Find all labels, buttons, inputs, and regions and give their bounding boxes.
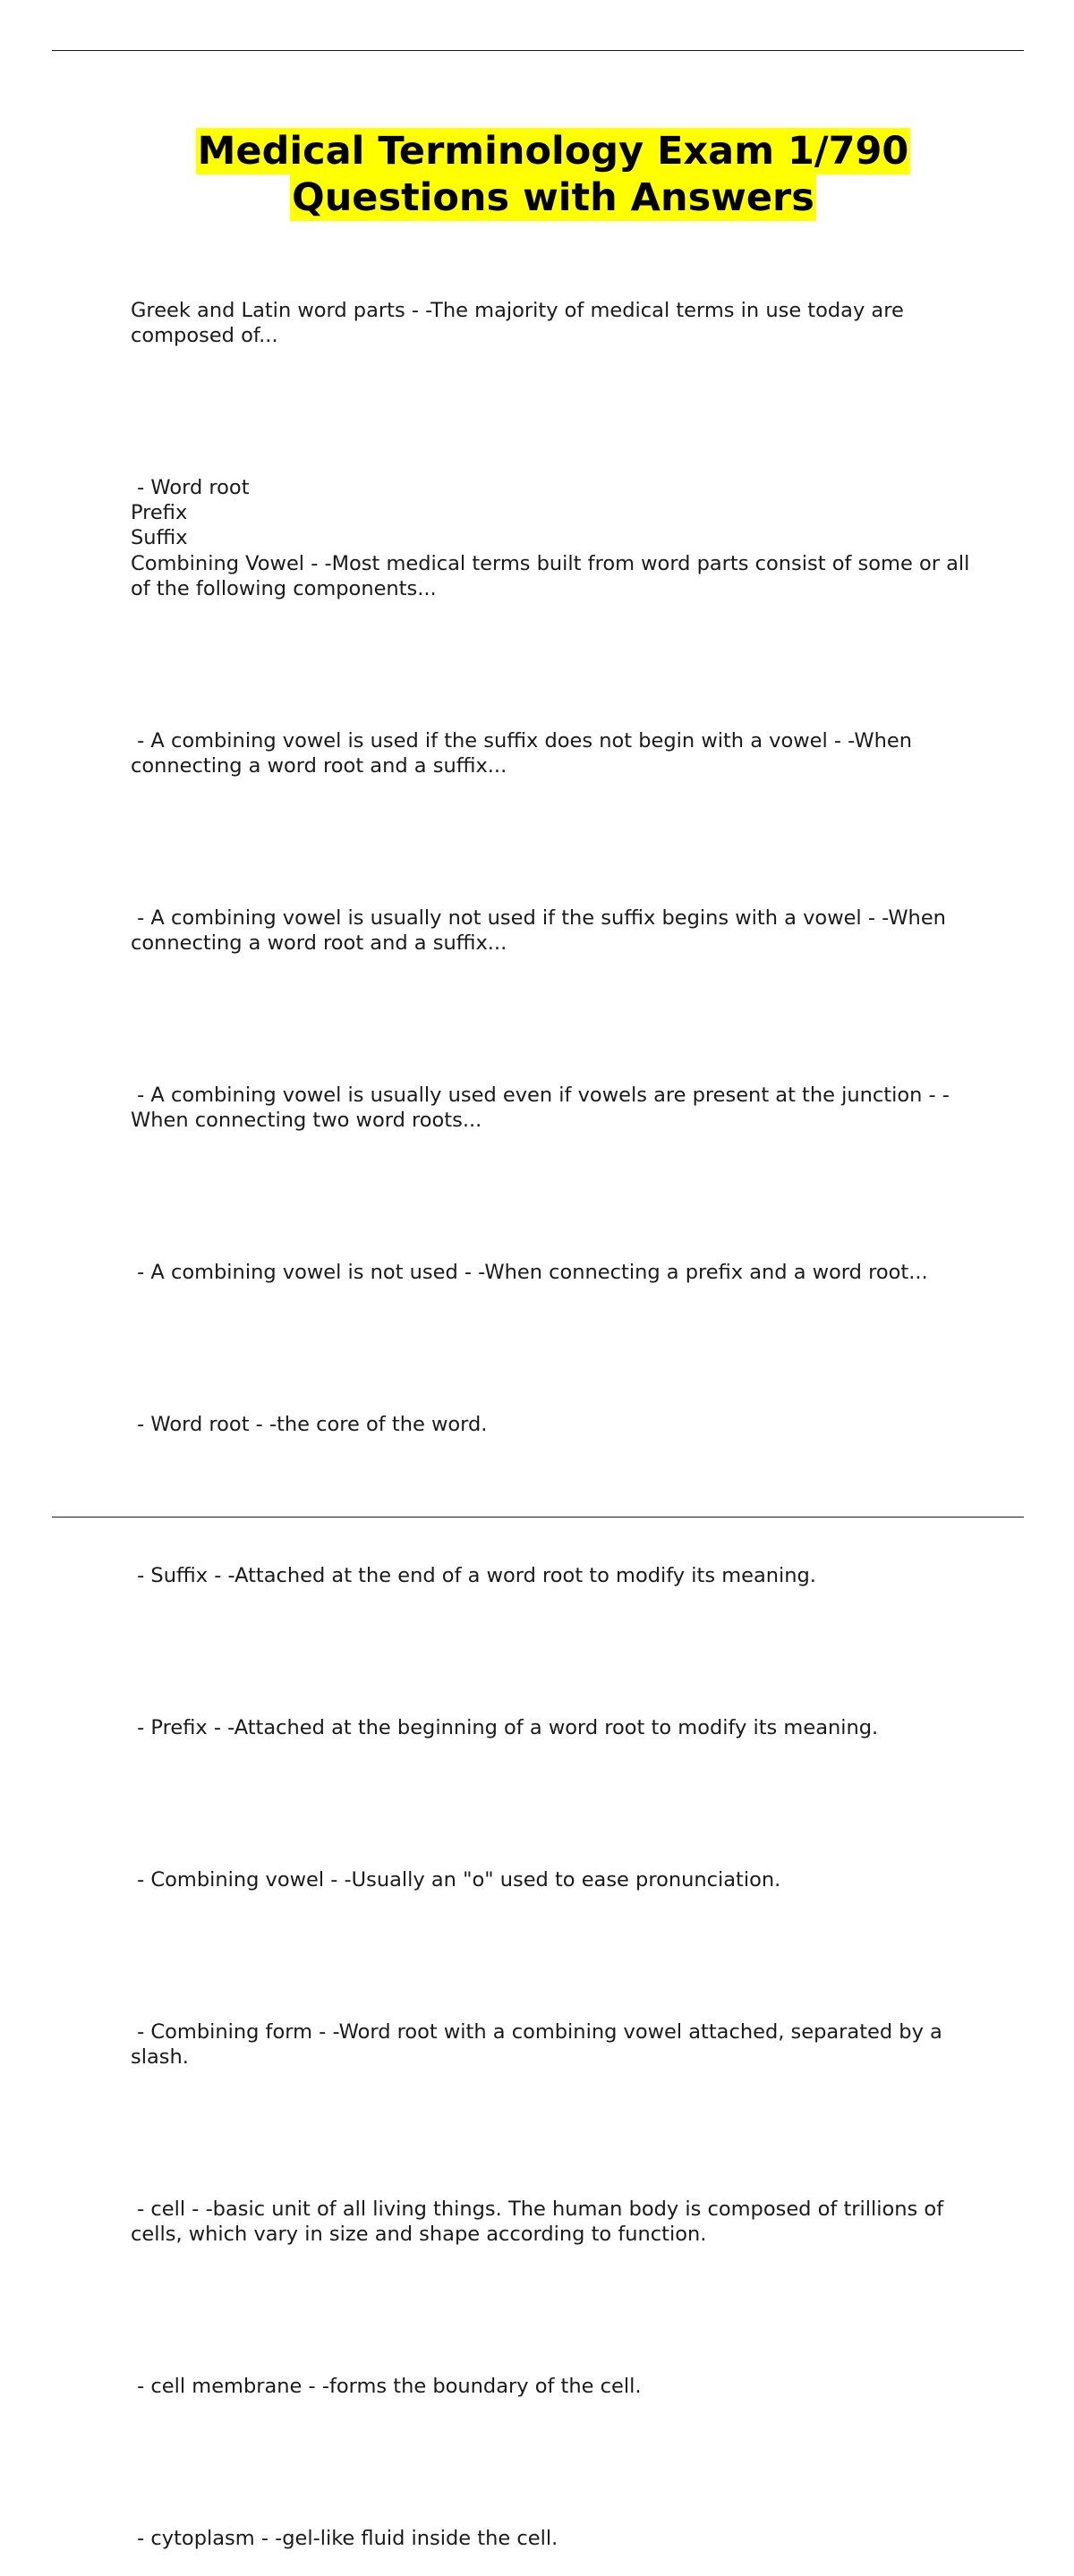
top-divider: [52, 50, 1024, 51]
qa-body: [131, 247, 981, 2576]
qa-paragraph: - A combining vowel is not used - -When connecting a prefix and a word root...: [131, 1260, 928, 1284]
qa-paragraph: - A combining vowel is usually not used if the suffix begins with a vowel - -When connecting a word root and a suffix...: [131, 905, 953, 956]
qa-paragraph: - A combining vowel is used if the suffix does not begin with a vowel - -When connecting a word root and a suffix...: [131, 728, 919, 778]
qa-paragraph: - Combining vowel - -Usually an "o" used to ease pronunciation.: [131, 1868, 781, 1892]
qa-paragraph: - Combining form - -Word root with a combining vowel attached, separated by a slash.: [131, 2019, 949, 2070]
qa-paragraph: - Suffix - -Attached at the end of a word root to modify its meaning.: [131, 1564, 816, 1588]
qa-paragraph: - Word root Prefix Suffix Combining Vowel - -Most medical terms built from word parts consist of some or all of the following components...: [131, 475, 970, 600]
qa-paragraph: - cell - -basic unit of all living things. The human body is composed of trillions of cells, which vary in size and shape according to function.: [131, 2197, 950, 2247]
qa-paragraph: - cytoplasm - -gel-like fluid inside the cell.: [131, 2526, 558, 2550]
qa-paragraph: - Word root - -the core of the word.: [131, 1412, 488, 1436]
qa-paragraph: - cell membrane - -forms the boundary of the cell.: [131, 2374, 642, 2398]
page-title: [0, 128, 1074, 221]
qa-paragraph: - Prefix - -Attached at the beginning of a word root to modify its meaning.: [131, 1716, 879, 1740]
bottom-divider: [52, 1517, 1024, 1518]
qa-paragraph: - A combining vowel is usually used even if vowels are present at the junction - -When connecting two word roots...: [131, 1083, 950, 1133]
title-line-1: Medical Terminology Exam 1/790: [197, 129, 909, 174]
title-line-2: Questions with Answers: [292, 175, 814, 220]
qa-paragraph: Greek and Latin word parts - -The majority of medical terms in use today are composed of...: [131, 298, 910, 347]
